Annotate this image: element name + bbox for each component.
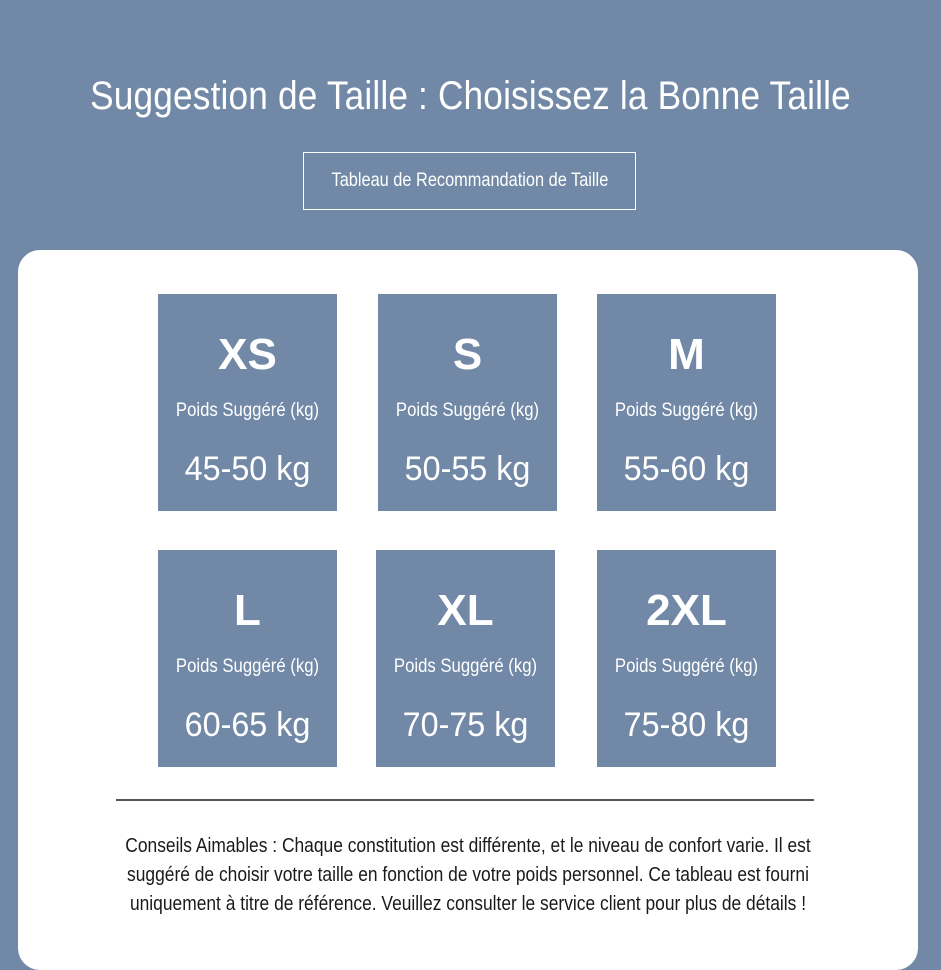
size-label: XL — [437, 586, 494, 635]
tips-paragraph — [58, 832, 878, 919]
weight-value: 60-65 kg — [184, 706, 311, 744]
divider — [116, 799, 814, 801]
weight-caption: Poids Suggéré (kg) — [175, 656, 320, 677]
weight-value: 50-55 kg — [404, 450, 531, 488]
tips-line: suggéré de choisir votre taille en fonction de votre poids personnel. Ce tableau est fourni — [127, 864, 809, 886]
weight-caption: Poids Suggéré (kg) — [393, 656, 538, 677]
page-title: Suggestion de Taille : Choisissez la Bonne Taille — [90, 74, 851, 118]
size-label: L — [234, 586, 261, 635]
size-label: S — [452, 330, 483, 379]
size-label: M — [668, 330, 705, 379]
tips-line: uniquement à titre de référence. Veuillez consulter le service client pour plus de détails ! — [129, 893, 807, 915]
size-tile-m — [597, 294, 776, 511]
size-label: 2XL — [646, 586, 727, 635]
size-tile-s — [378, 294, 557, 511]
weight-caption: Poids Suggéré (kg) — [614, 400, 759, 421]
weight-value: 55-60 kg — [623, 450, 750, 488]
weight-caption: Poids Suggéré (kg) — [175, 400, 320, 421]
size-chart-card — [18, 250, 918, 970]
tips-line: Conseils Aimables : Chaque constitution est différente, et le niveau de confort varie. Il est — [125, 835, 811, 857]
weight-value: 75-80 kg — [623, 706, 750, 744]
subtitle-box — [303, 152, 636, 210]
size-tile-xs — [158, 294, 337, 511]
size-label: XS — [218, 330, 277, 379]
weight-caption: Poids Suggéré (kg) — [614, 656, 759, 677]
size-tile-xl — [376, 550, 555, 767]
size-tile-l — [158, 550, 337, 767]
weight-caption: Poids Suggéré (kg) — [395, 400, 540, 421]
weight-value: 70-75 kg — [402, 706, 529, 744]
size-tile-2xl — [597, 550, 776, 767]
weight-value: 45-50 kg — [184, 450, 311, 488]
subtitle-text: Tableau de Recommandation de Taille — [331, 170, 608, 191]
